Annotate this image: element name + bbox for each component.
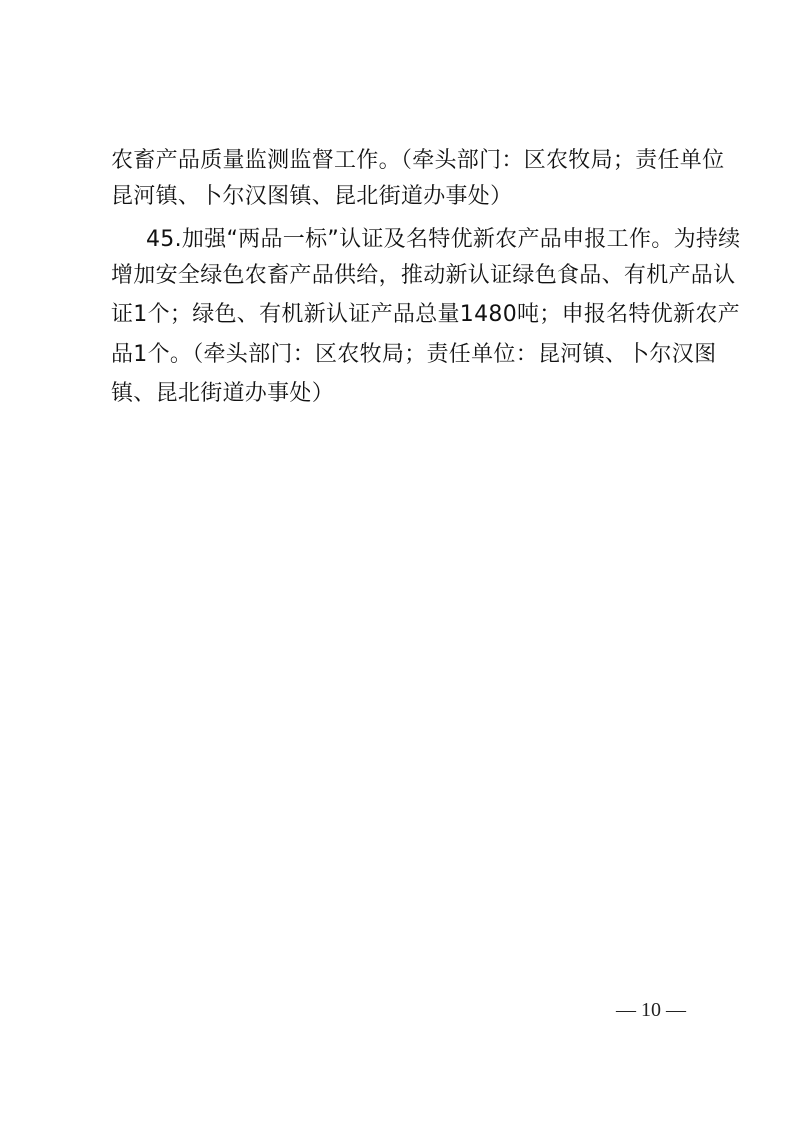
paragraph-45-line-2: 增加安全绿色农畜产品供给，推动新认证绿色食品、有机产品认: [111, 263, 736, 288]
paragraph-45-line-5: 镇、昆北街道办事处）: [111, 381, 335, 406]
paragraph-45-line-3: 证1个；绿色、有机新认证产品总量1480吨；申报名特优新农产: [111, 302, 740, 327]
paragraph-44-line-2: 昆河镇、卜尔汉图镇、昆北街道办事处）: [111, 184, 513, 209]
paragraph-44-line-1: 农畜产品质量监测监督工作。（牵头部门：区农牧局；责任单位: [111, 148, 725, 173]
page-number: — 10 —: [616, 999, 686, 1021]
paragraph-45-line-4: 品1个。（牵头部门：区农牧局；责任单位：昆河镇、卜尔汉图: [111, 342, 717, 367]
paragraph-45-line-1: 45.加强“两品一标”认证及名特优新农产品申报工作。为持续: [146, 227, 741, 252]
